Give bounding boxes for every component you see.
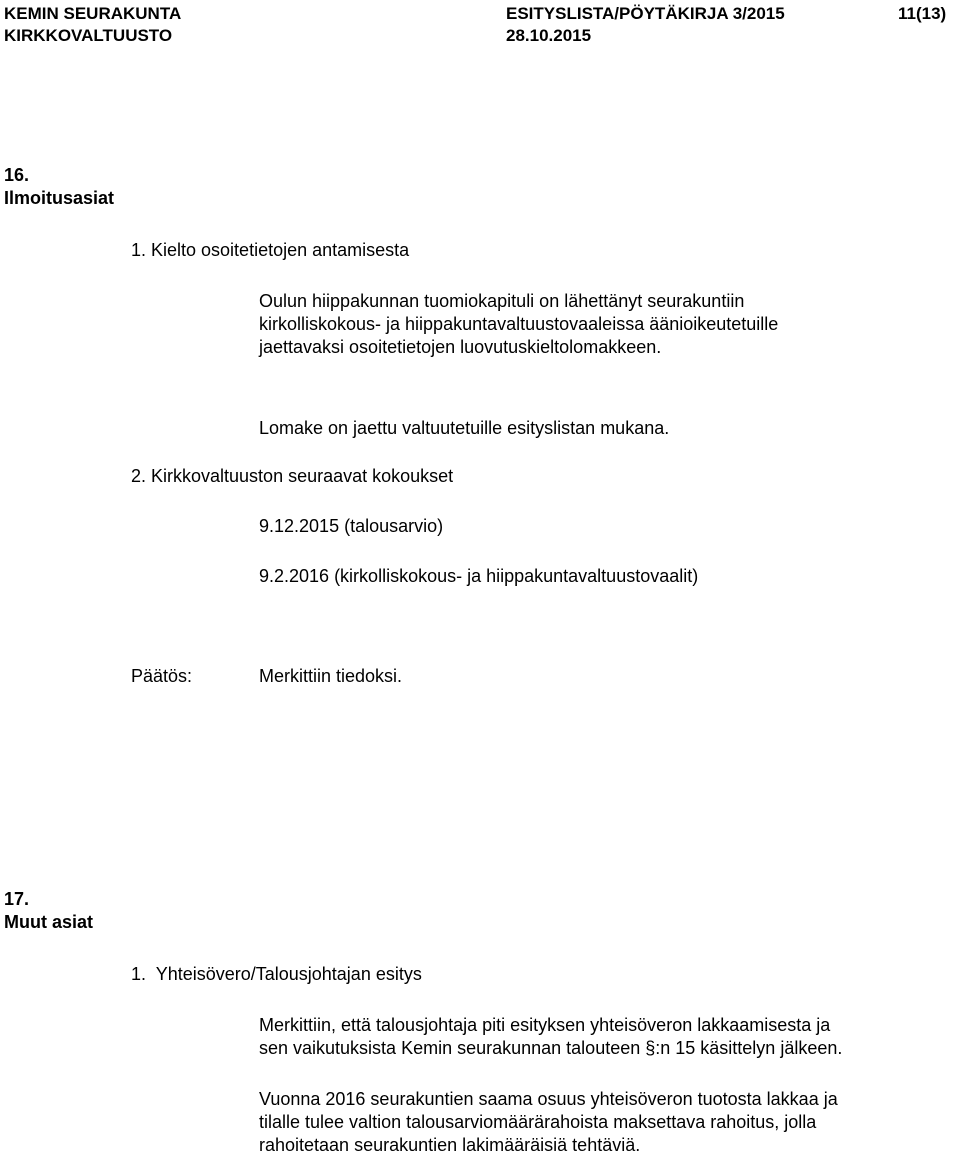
paragraph-line: jaettavaksi osoitetietojen luovutuskieltolomakkeen. xyxy=(259,337,662,357)
paragraph-line: rahoitetaan seurakuntien lakimääräisiä tehtäviä. xyxy=(259,1135,641,1155)
decision-label: Päätös: xyxy=(131,666,193,686)
document-type: ESITYSLISTA/PÖYTÄKIRJA 3/2015 xyxy=(506,4,785,23)
section-17-title: Muut asiat xyxy=(4,912,94,932)
item-1-paragraph-1 xyxy=(259,1014,842,1060)
section-17-number: 17. xyxy=(4,889,30,909)
paragraph-line: tilalle tulee valtion talousarviomäärärahoista maksettava rahoitus, jolla xyxy=(259,1112,817,1132)
item-1-title: 1. Kielto osoitetietojen antamisesta xyxy=(131,240,410,260)
page-number: 11(13) xyxy=(898,4,947,23)
paragraph-line: Oulun hiippakunnan tuomiokapituli on lähettänyt seurakuntiin xyxy=(259,291,745,311)
paragraph-line: kirkolliskokous- ja hiippakuntavaltuustovaaleissa äänioikeutetuille xyxy=(259,314,779,334)
paragraph-line: Vuonna 2016 seurakuntien saama osuus yhteisöveron tuotosta lakkaa ja xyxy=(259,1089,838,1109)
meeting-date-2: 9.2.2016 (kirkolliskokous- ja hiippakuntavaltuustovaalit) xyxy=(259,566,699,586)
section-16-title: Ilmoitusasiat xyxy=(4,188,115,208)
organ-name: KIRKKOVALTUUSTO xyxy=(4,26,173,45)
item-1-paragraph-2: Lomake on jaettu valtuutetuille esityslistan mukana. xyxy=(259,418,670,438)
item-1-title: 1. Yhteisövero/Talousjohtajan esitys xyxy=(131,964,422,984)
meeting-date-1: 9.12.2015 (talousarvio) xyxy=(259,516,444,536)
organization-name: KEMIN SEURAKUNTA xyxy=(4,4,182,23)
paragraph-line: sen vaikutuksista Kemin seurakunnan talouteen §:n 15 käsittelyn jälkeen. xyxy=(259,1038,843,1058)
meeting-date: 28.10.2015 xyxy=(506,26,592,45)
decision-text: Merkittiin tiedoksi. xyxy=(259,666,403,686)
item-1-paragraph-1 xyxy=(259,290,778,359)
section-16-number: 16. xyxy=(4,165,30,185)
item-1-paragraph-2 xyxy=(259,1088,838,1157)
item-2-title: 2. Kirkkovaltuuston seuraavat kokoukset xyxy=(131,466,454,486)
paragraph-line: Merkittiin, että talousjohtaja piti esityksen yhteisöveron lakkaamisesta ja xyxy=(259,1015,831,1035)
